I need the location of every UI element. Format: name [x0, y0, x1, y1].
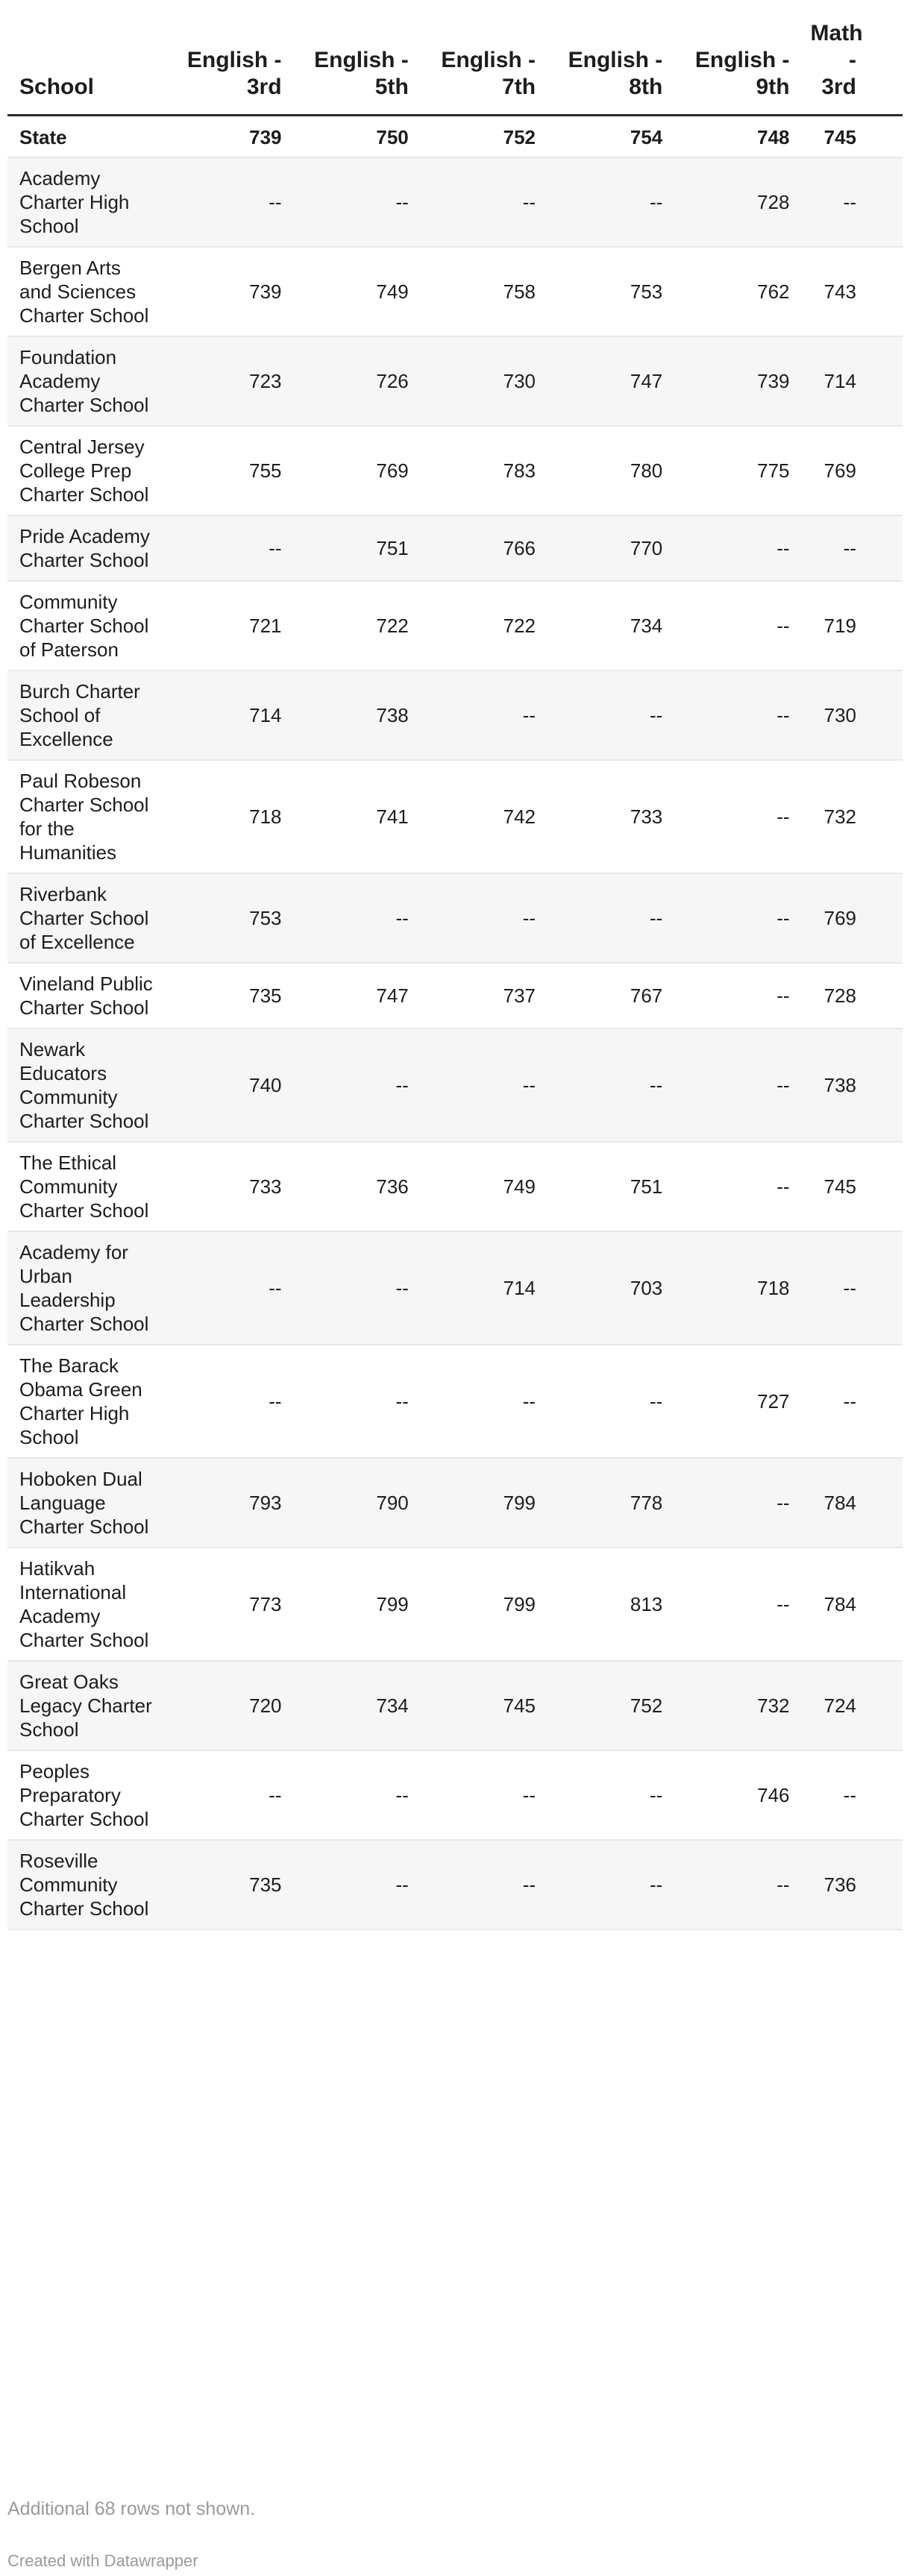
school-name-cell: State: [7, 116, 165, 158]
score-cell: --: [546, 1345, 673, 1458]
score-cell: --: [292, 873, 419, 963]
column-header[interactable]: English - 7th: [419, 0, 546, 116]
table-row-state: [7, 116, 903, 158]
score-cell: --: [546, 1840, 673, 1929]
school-name-cell: Hoboken Dual Language Charter School: [7, 1458, 165, 1548]
score-cell: 733: [546, 760, 673, 873]
score-cell: --: [546, 1750, 673, 1840]
score-cell: 714: [800, 336, 903, 426]
score-cell: 724: [800, 1661, 903, 1750]
table-row: [7, 581, 903, 670]
score-cell: 767: [546, 963, 673, 1028]
score-cell: 751: [292, 515, 419, 581]
score-cell: 773: [165, 1548, 292, 1661]
credit-link[interactable]: Created with Datawrapper: [7, 2551, 198, 2570]
data-table: [7, 0, 903, 1930]
score-cell: 784: [800, 1458, 903, 1548]
score-cell: 714: [165, 670, 292, 760]
score-cell: 745: [419, 1661, 546, 1750]
score-cell: 734: [546, 581, 673, 670]
table-row: [7, 1345, 903, 1458]
footer-note: Additional 68 rows not shown.: [7, 2498, 256, 2519]
data-table-container: [7, 0, 903, 1930]
score-cell: --: [673, 1028, 800, 1142]
score-cell: 718: [673, 1231, 800, 1345]
score-cell: --: [546, 670, 673, 760]
score-cell: --: [419, 1750, 546, 1840]
score-cell: --: [165, 1231, 292, 1345]
score-cell: 733: [165, 1142, 292, 1231]
column-header[interactable]: English - 8th: [546, 0, 673, 116]
score-cell: 714: [419, 1231, 546, 1345]
school-name-cell: Paul Robeson Charter School for the Humanities: [7, 760, 165, 873]
school-name-cell: Academy for Urban Leadership Charter School: [7, 1231, 165, 1345]
score-cell: 749: [419, 1142, 546, 1231]
score-cell: 726: [292, 336, 419, 426]
score-cell: --: [165, 157, 292, 247]
score-cell: 732: [673, 1661, 800, 1750]
table-row: [7, 1231, 903, 1345]
score-cell: 746: [673, 1750, 800, 1840]
score-cell: 780: [546, 426, 673, 515]
table-row: [7, 1028, 903, 1142]
score-cell: --: [546, 1028, 673, 1142]
score-cell: --: [165, 1345, 292, 1458]
table-row: [7, 670, 903, 760]
score-cell: 730: [419, 336, 546, 426]
header-row: [7, 0, 903, 116]
score-cell: 739: [165, 116, 292, 158]
score-cell: 751: [546, 1142, 673, 1231]
score-cell: 719: [800, 581, 903, 670]
school-name-cell: Hatikvah International Academy Charter School: [7, 1548, 165, 1661]
score-cell: 766: [419, 515, 546, 581]
score-cell: 799: [292, 1548, 419, 1661]
column-header-school[interactable]: School: [7, 0, 165, 116]
score-cell: 769: [800, 873, 903, 963]
score-cell: 722: [419, 581, 546, 670]
score-cell: --: [800, 515, 903, 581]
score-cell: 749: [292, 247, 419, 336]
score-cell: 799: [419, 1548, 546, 1661]
score-cell: --: [292, 1231, 419, 1345]
score-cell: 752: [546, 1661, 673, 1750]
school-name-cell: Community Charter School of Paterson: [7, 581, 165, 670]
table-row: [7, 336, 903, 426]
table-row: [7, 515, 903, 581]
table-row: [7, 1661, 903, 1750]
score-cell: --: [673, 515, 800, 581]
score-cell: --: [673, 1142, 800, 1231]
score-cell: 723: [165, 336, 292, 426]
score-cell: --: [292, 157, 419, 247]
score-cell: 741: [292, 760, 419, 873]
score-cell: 738: [292, 670, 419, 760]
table-row: [7, 1548, 903, 1661]
score-cell: 720: [165, 1661, 292, 1750]
score-cell: --: [292, 1345, 419, 1458]
table-row: [7, 426, 903, 515]
score-cell: 758: [419, 247, 546, 336]
score-cell: --: [673, 581, 800, 670]
score-cell: 740: [165, 1028, 292, 1142]
table-row: [7, 1750, 903, 1840]
score-cell: 738: [800, 1028, 903, 1142]
score-cell: --: [673, 1548, 800, 1661]
score-cell: 799: [419, 1458, 546, 1548]
score-cell: --: [800, 157, 903, 247]
score-cell: 734: [292, 1661, 419, 1750]
table-row: [7, 157, 903, 247]
score-cell: --: [419, 1345, 546, 1458]
school-name-cell: Academy Charter High School: [7, 157, 165, 247]
score-cell: 745: [800, 1142, 903, 1231]
score-cell: 743: [800, 247, 903, 336]
score-cell: 769: [292, 426, 419, 515]
score-cell: 732: [800, 760, 903, 873]
score-cell: 739: [165, 247, 292, 336]
score-cell: 790: [292, 1458, 419, 1548]
score-cell: 755: [165, 426, 292, 515]
score-cell: 778: [546, 1458, 673, 1548]
score-cell: --: [546, 157, 673, 247]
score-cell: 775: [673, 426, 800, 515]
score-cell: --: [673, 760, 800, 873]
table-row: [7, 1840, 903, 1929]
table-row: [7, 873, 903, 963]
table-row: [7, 1142, 903, 1231]
score-cell: --: [419, 157, 546, 247]
score-cell: 736: [800, 1840, 903, 1929]
score-cell: 813: [546, 1548, 673, 1661]
score-cell: --: [800, 1750, 903, 1840]
score-cell: --: [800, 1231, 903, 1345]
score-cell: --: [673, 670, 800, 760]
score-cell: 730: [800, 670, 903, 760]
score-cell: --: [419, 1028, 546, 1142]
score-cell: --: [165, 1750, 292, 1840]
table-header: [7, 0, 903, 116]
school-name-cell: Peoples Preparatory Charter School: [7, 1750, 165, 1840]
score-cell: --: [292, 1028, 419, 1142]
school-name-cell: Great Oaks Legacy Charter School: [7, 1661, 165, 1750]
score-cell: 784: [800, 1548, 903, 1661]
score-cell: 769: [800, 426, 903, 515]
score-cell: --: [673, 873, 800, 963]
score-cell: 783: [419, 426, 546, 515]
score-cell: 753: [546, 247, 673, 336]
score-cell: --: [419, 670, 546, 760]
score-cell: --: [546, 873, 673, 963]
score-cell: 742: [419, 760, 546, 873]
score-cell: 793: [165, 1458, 292, 1548]
column-header[interactable]: English - 3rd: [165, 0, 292, 116]
school-name-cell: Central Jersey College Prep Charter School: [7, 426, 165, 515]
school-name-cell: Bergen Arts and Sciences Charter School: [7, 247, 165, 336]
score-cell: 754: [546, 116, 673, 158]
score-cell: 718: [165, 760, 292, 873]
school-name-cell: Pride Academy Charter School: [7, 515, 165, 581]
table-row: [7, 760, 903, 873]
table-row: [7, 963, 903, 1028]
school-name-cell: Newark Educators Community Charter School: [7, 1028, 165, 1142]
score-cell: --: [673, 963, 800, 1028]
score-cell: 747: [292, 963, 419, 1028]
score-cell: 750: [292, 116, 419, 158]
score-cell: 770: [546, 515, 673, 581]
school-name-cell: Riverbank Charter School of Excellence: [7, 873, 165, 963]
school-name-cell: Roseville Community Charter School: [7, 1840, 165, 1929]
column-header[interactable]: Math - 3rd: [800, 0, 903, 116]
score-cell: --: [800, 1345, 903, 1458]
score-cell: --: [673, 1458, 800, 1548]
score-cell: 728: [673, 157, 800, 247]
score-cell: 727: [673, 1345, 800, 1458]
score-cell: --: [419, 873, 546, 963]
school-name-cell: Foundation Academy Charter School: [7, 336, 165, 426]
score-cell: 762: [673, 247, 800, 336]
score-cell: 745: [800, 116, 903, 158]
school-name-cell: The Barack Obama Green Charter High School: [7, 1345, 165, 1458]
score-cell: 748: [673, 116, 800, 158]
score-cell: 739: [673, 336, 800, 426]
table-row: [7, 1458, 903, 1548]
score-cell: 737: [419, 963, 546, 1028]
column-header[interactable]: English - 9th: [673, 0, 800, 116]
score-cell: --: [673, 1840, 800, 1929]
score-cell: 721: [165, 581, 292, 670]
score-cell: 735: [165, 1840, 292, 1929]
score-cell: --: [292, 1750, 419, 1840]
score-cell: 753: [165, 873, 292, 963]
score-cell: --: [292, 1840, 419, 1929]
score-cell: 735: [165, 963, 292, 1028]
column-header[interactable]: English - 5th: [292, 0, 419, 116]
score-cell: 736: [292, 1142, 419, 1231]
score-cell: 728: [800, 963, 903, 1028]
school-name-cell: Burch Charter School of Excellence: [7, 670, 165, 760]
table-body: [7, 116, 903, 1930]
score-cell: --: [419, 1840, 546, 1929]
score-cell: 703: [546, 1231, 673, 1345]
table-row: [7, 247, 903, 336]
score-cell: --: [165, 515, 292, 581]
school-name-cell: The Ethical Community Charter School: [7, 1142, 165, 1231]
score-cell: 747: [546, 336, 673, 426]
score-cell: 752: [419, 116, 546, 158]
school-name-cell: Vineland Public Charter School: [7, 963, 165, 1028]
score-cell: 722: [292, 581, 419, 670]
